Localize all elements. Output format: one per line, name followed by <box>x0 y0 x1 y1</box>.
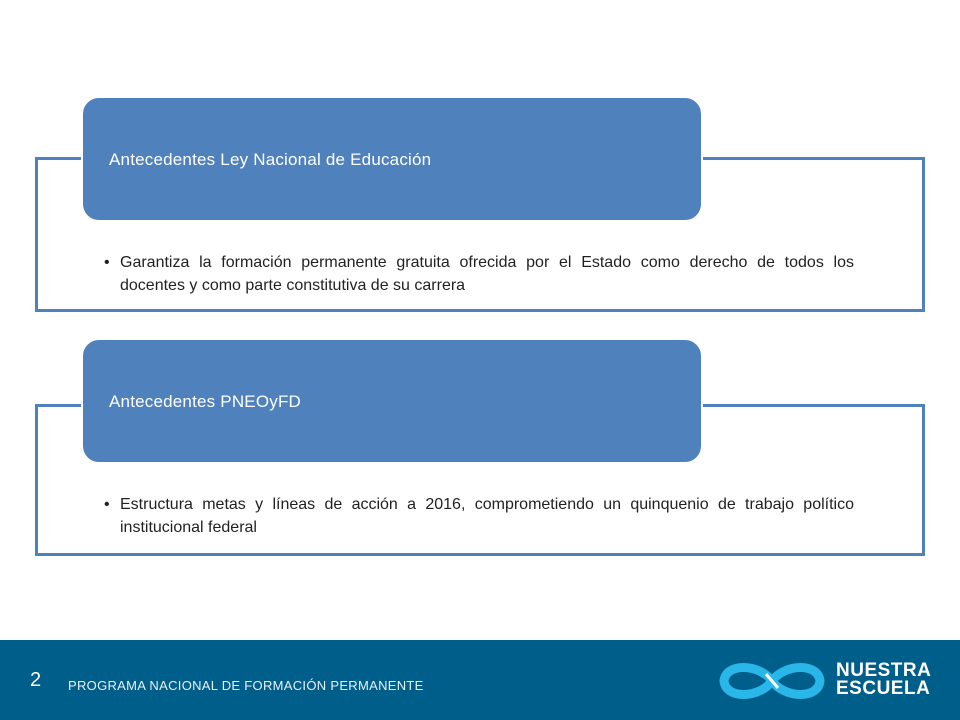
brand-logo-text <box>836 662 931 698</box>
section-2-bullet: • Estructura metas y líneas de acción a 2016, comprometiendo un quinquenio de trabajo político institucional federal <box>104 493 854 539</box>
brand-line-2: ESCUELA <box>836 678 931 699</box>
footer-bar <box>0 640 960 720</box>
section-1-heading: Antecedentes Ley Nacional de Educación <box>109 150 432 169</box>
brand-line-1: NUESTRA <box>836 660 932 681</box>
section-2-heading-box <box>81 338 703 464</box>
section-2-heading: Antecedentes PNEOyFD <box>109 392 302 411</box>
infinity-icon <box>716 658 828 704</box>
page-number: 2 <box>30 669 42 691</box>
section-1-bullet: • Garantiza la formación permanente gratuita ofrecida por el Estado como derecho de todos los docentes y como parte constitutiva de su carrera <box>104 251 854 297</box>
program-title: PROGRAMA NACIONAL DE FORMACIÓN PERMANENTE <box>68 678 424 693</box>
section-1-heading-box <box>81 96 703 222</box>
